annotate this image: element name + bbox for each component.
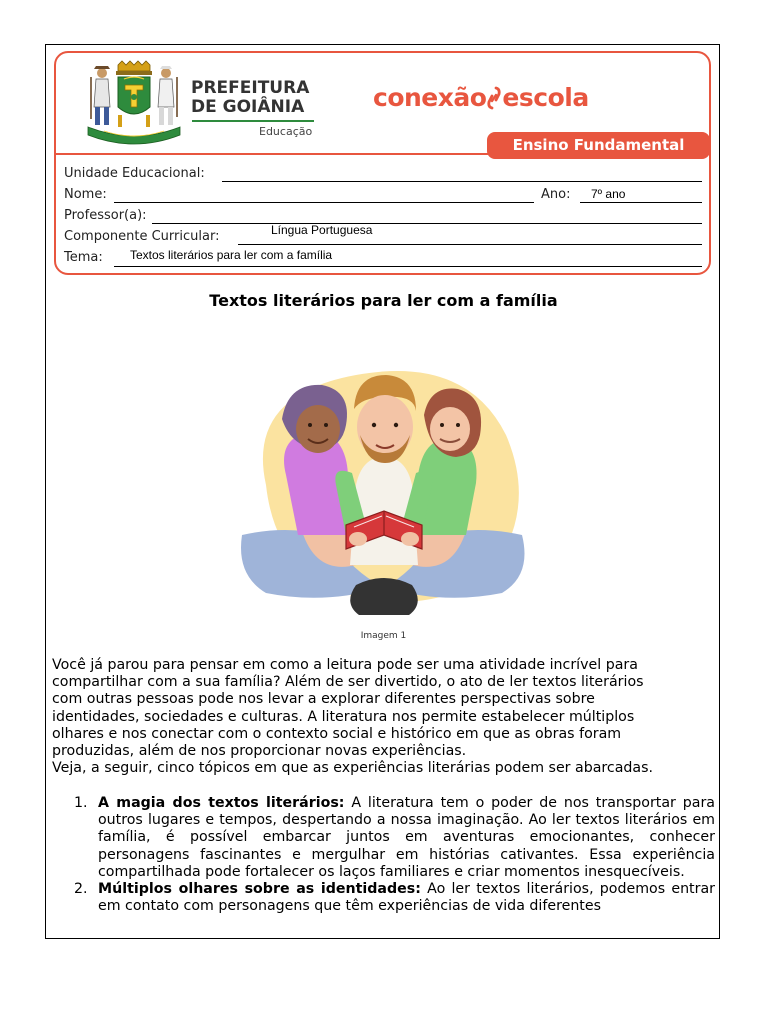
conexao-escola-logo: [373, 83, 589, 112]
topic-item: [52, 795, 715, 881]
topic-number: 1.: [74, 795, 88, 811]
ensino-fundamental-badge: Ensino Fundamental: [487, 132, 710, 159]
tema-field[interactable]: [114, 266, 702, 267]
goiania-crest-icon: [82, 59, 186, 149]
prefeitura-line-2: DE GOIÂNIA: [191, 97, 305, 117]
topic-list: [52, 795, 715, 915]
componente-value: Língua Portuguesa: [271, 223, 373, 237]
unidade-field[interactable]: [222, 181, 702, 182]
intro-line: Você já parou para pensar em como a leitura pode ser uma atividade incrível para: [52, 657, 638, 673]
intro-line: olhares e nos conectar com o contexto social e histórico em que as obras foram: [52, 725, 622, 742]
topic-text: Ao ler textos literários, podemos entrar em contato com personagens que têm experiências de vida diferentes: [98, 881, 715, 915]
nome-field[interactable]: [114, 202, 534, 203]
tema-label: Tema:: [64, 250, 103, 265]
topic-number: 2.: [74, 881, 88, 898]
prefeitura-subtitle: Educação: [259, 125, 313, 138]
brand-right-text: escola: [502, 83, 589, 112]
intro-line: produzidas, além de nos proporcionar novas experiências.: [52, 743, 467, 760]
family-reading-illustration: [206, 335, 562, 615]
nome-label: Nome:: [64, 187, 107, 202]
topic-item: [52, 881, 715, 915]
intro-line: compartilhar com a sua família? Além de ser divertido, o ato de ler textos literários: [52, 674, 644, 691]
intro-line: com outras pessoas pode nos levar a explorar diferentes perspectivas sobre: [52, 691, 595, 708]
prefeitura-line-1: PREFEITURA: [191, 78, 310, 98]
prefeitura-name: [191, 79, 309, 117]
professor-label: Professor(a):: [64, 208, 147, 223]
componente-field[interactable]: [238, 244, 702, 245]
intro-line: identidades, sociedades e culturas. A literatura nos permite estabelecer múltiplos: [52, 708, 635, 725]
tema-value: Textos literários para ler com a família: [130, 248, 333, 262]
prefeitura-underline: [192, 120, 314, 122]
document-title: Textos literários para ler com a família: [209, 291, 558, 310]
unidade-label: Unidade Educacional:: [64, 166, 205, 181]
ano-value: 7º ano: [591, 187, 626, 201]
topic-heading: Múltiplos olhares sobre as identidades:: [98, 881, 421, 898]
ano-field[interactable]: [580, 202, 702, 203]
chain-link-icon: [487, 86, 501, 110]
intro-paragraph: [52, 657, 715, 777]
componente-label: Componente Curricular:: [64, 229, 220, 244]
brand-left-text: conexão: [373, 83, 487, 112]
professor-field[interactable]: [152, 223, 702, 224]
intro-line: Veja, a seguir, cinco tópicos em que as experiências literárias podem ser abarcadas.: [52, 760, 654, 777]
header-divider: [56, 153, 709, 155]
header-card: [54, 51, 711, 275]
topic-text: A literatura tem o poder de nos transportar para outros lugares e tempos, despertando a nossa imaginação. Ao ler textos literários em família, é possível embarcar juntos em aventuras emocionantes, conhecer personagens fascinantes e mergulhar em histórias cativantes. Essa experiência compartilhada pode fortalecer os laços familiares e criar momentos inesquecíveis.: [98, 795, 715, 880]
ano-label: Ano:: [541, 187, 571, 202]
image-caption: Imagem 1: [360, 631, 407, 641]
topic-heading: A magia dos textos literários:: [98, 795, 345, 811]
document-page: [45, 44, 720, 939]
